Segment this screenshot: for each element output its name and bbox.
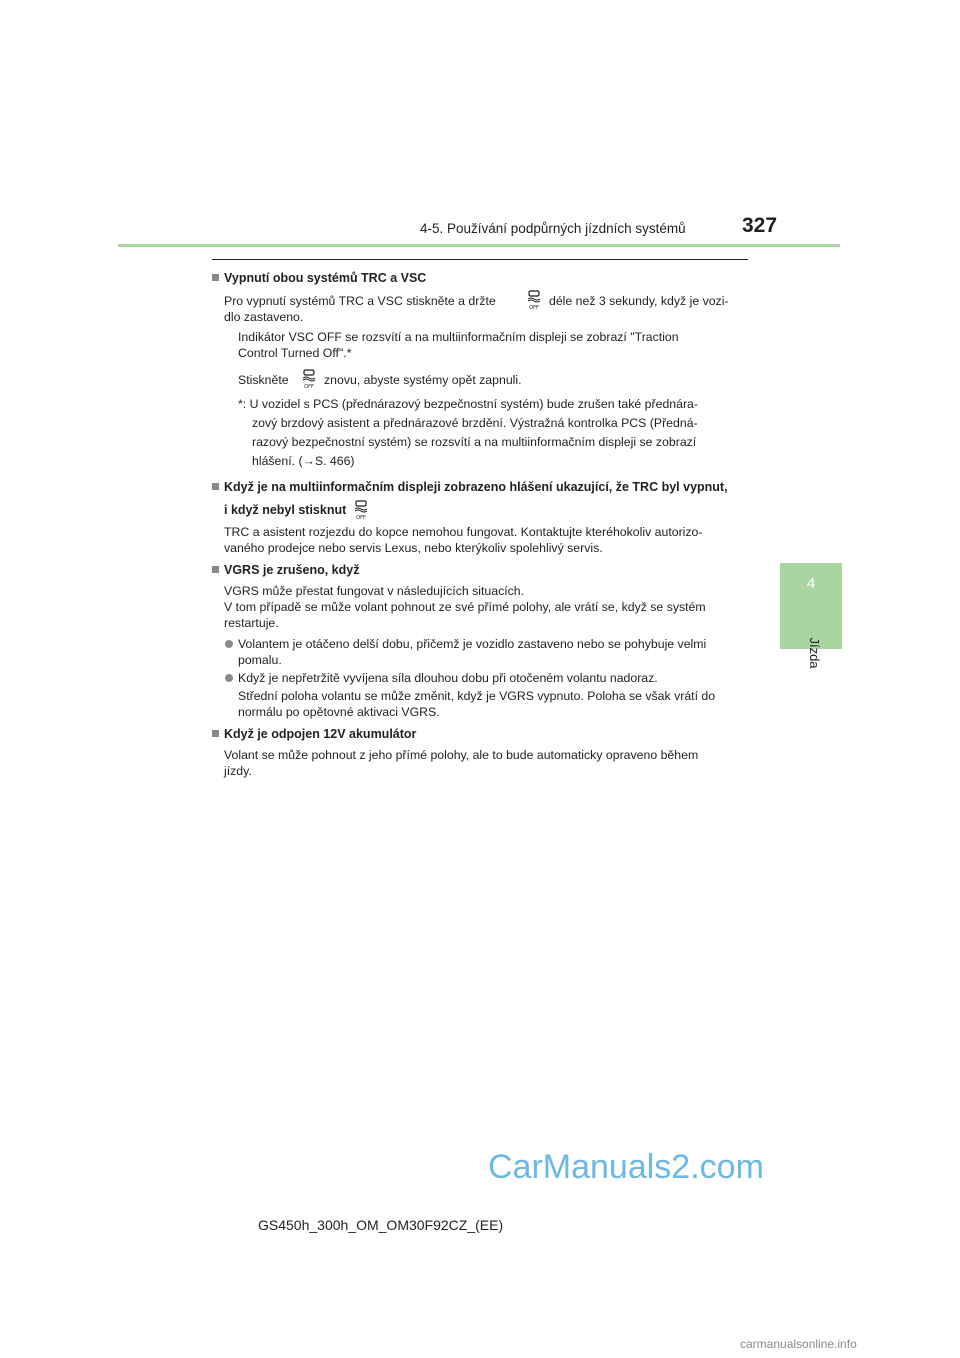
body-text: Indikátor VSC OFF se rozsvítí a na multiinformačním displeji se zobrazí "Traction xyxy=(238,330,679,344)
section-heading-text: Když je na multiinformačním displeji zobrazeno hlášení ukazující, že TRC byl vypnut, xyxy=(224,480,728,494)
svg-text:OFF: OFF xyxy=(529,305,539,310)
list-item-text: normálu po opětovné aktivaci VGRS. xyxy=(238,705,440,719)
list-item-text: pomalu. xyxy=(238,653,282,667)
square-bullet-icon xyxy=(212,483,219,490)
body-text: Volant se může pohnout z jeho přímé polohy, ale to bude automaticky opraveno během xyxy=(224,748,699,762)
section-heading xyxy=(212,726,416,742)
traction-control-off-icon xyxy=(525,290,543,310)
body-text: vaného prodejce nebo servis Lexus, nebo kterýkoliv spolehlivý servis. xyxy=(224,541,603,555)
square-bullet-icon xyxy=(212,566,219,573)
svg-text:OFF: OFF xyxy=(356,515,366,520)
document-code: GS450h_300h_OM_OM30F92CZ_(EE) xyxy=(258,1217,504,1233)
body-text: Stiskněte xyxy=(238,373,289,387)
body-text: V tom případě se může volant pohnout ze své přímé polohy, ale vrátí se, když se systém xyxy=(224,600,706,614)
footnote-text: zový brzdový asistent a přednárazové brzdění. Výstražná kontrolka PCS (Předná- xyxy=(252,416,698,430)
section-heading-continued: i když nebyl stisknut xyxy=(224,503,347,517)
chapter-name: Jízda xyxy=(807,637,822,669)
square-bullet-icon xyxy=(212,730,219,737)
list-item-text: Střední poloha volantu se může změnit, když je VGRS vypnuto. Poloha se však vrátí do xyxy=(238,689,716,703)
chapter-number: 4 xyxy=(806,575,816,592)
header-rule xyxy=(118,244,840,247)
page-number: 327 xyxy=(742,214,778,237)
section-heading xyxy=(212,270,426,286)
footnote-text: hlášení. (→S. 466) xyxy=(252,454,355,468)
body-text: Pro vypnutí systémů TRC a VSC stiskněte a držte xyxy=(224,294,496,308)
body-text: dlo zastaveno. xyxy=(224,310,304,324)
round-bullet-icon xyxy=(225,640,233,648)
body-text: Control Turned Off".* xyxy=(238,346,352,360)
watermark-text: carmanualsonline.info xyxy=(740,1337,857,1351)
section-heading-text: VGRS je zrušeno, když xyxy=(224,563,360,577)
section-heading-text: Vypnutí obou systémů TRC a VSC xyxy=(224,271,427,285)
traction-control-off-icon xyxy=(300,369,318,389)
body-text: jízdy. xyxy=(224,764,252,778)
svg-text:OFF: OFF xyxy=(304,384,314,389)
body-text: TRC a asistent rozjezdu do kopce nemohou fungovat. Kontaktujte kteréhokoliv autorizo- xyxy=(224,525,703,539)
body-text: déle než 3 sekundy, když je vozi- xyxy=(549,294,729,308)
traction-control-off-icon xyxy=(352,500,370,520)
content-rule xyxy=(212,259,748,260)
section-heading xyxy=(212,562,359,578)
body-text: restartuje. xyxy=(224,616,279,630)
section-heading xyxy=(212,479,728,495)
footnote-text: *: U vozidel s PCS (přednárazový bezpečnostní systém) bude zrušen také přednára- xyxy=(238,397,698,411)
footnote-text: razový bezpečnostní systém) se rozsvítí a na multiinformačním displeji se zobrazí xyxy=(252,435,697,449)
square-bullet-icon xyxy=(212,274,219,281)
watermark-logo: CarManuals2.com xyxy=(488,1148,764,1186)
list-item-text: Volantem je otáčeno delší dobu, přičemž je vozidlo zastaveno nebo se pohybuje velmi xyxy=(238,637,707,651)
list-item-text: Když je nepřetržitě vyvíjena síla dlouhou dobu při otočeném volantu nadoraz. xyxy=(238,671,658,685)
round-bullet-icon xyxy=(225,674,233,682)
body-text: znovu, abyste systémy opět zapnuli. xyxy=(324,373,522,387)
header-title: 4-5. Používání podpůrných jízdních systémů xyxy=(420,221,686,236)
body-text: VGRS může přestat fungovat v následujících situacích. xyxy=(224,584,525,598)
section-heading-text: Když je odpojen 12V akumulátor xyxy=(224,727,417,741)
